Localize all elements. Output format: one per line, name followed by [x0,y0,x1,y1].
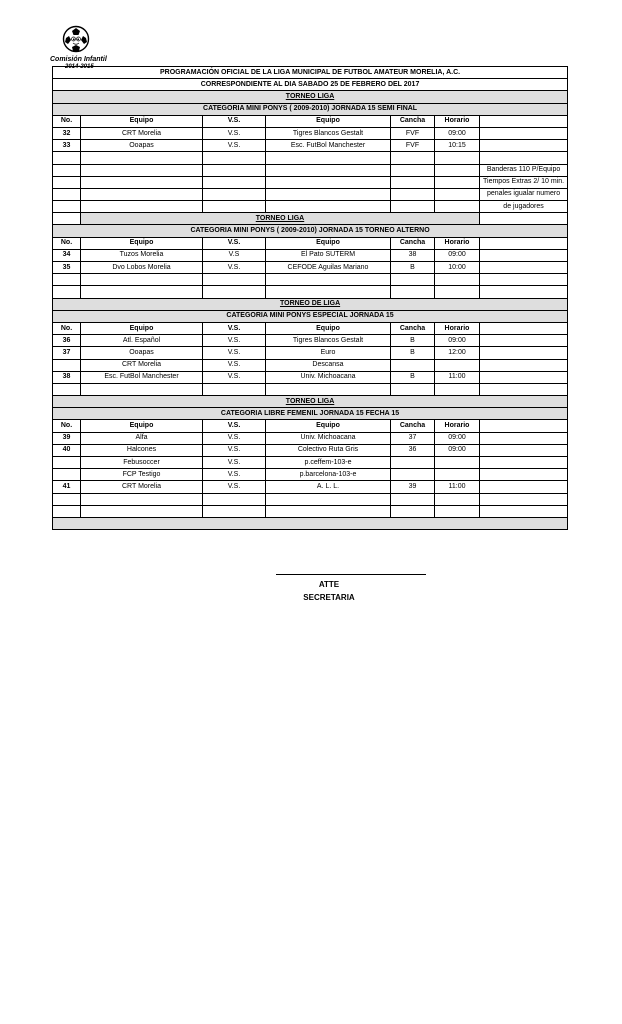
match-number [53,457,81,469]
match-time: 12:00 [435,347,480,359]
match-time: 09:00 [435,127,480,139]
season-label: 2014-2015 [65,64,94,70]
match-row [53,262,568,274]
empty-row [53,201,568,213]
category-row-cell: CATEGORIA MINI PONYS ESPECIAL JORNADA 15 [53,310,568,322]
empty-cell [480,481,568,493]
col-header-cancha: Cancha [391,420,435,432]
field-cancha: 38 [391,249,435,261]
match-time: 09:00 [435,335,480,347]
empty-cell [266,176,391,188]
home-team: CRT Morelia [81,359,203,371]
empty-cell [391,383,435,395]
category-row-cell: CATEGORIA MINI PONYS ( 2009-2010) JORNADA 15 SEMI FINAL [53,103,568,115]
empty-cell [266,383,391,395]
vs-label: V.S. [203,371,266,383]
match-row [53,444,568,456]
match-time: 11:00 [435,481,480,493]
col-header-horario: Horario [435,322,480,334]
torneo-row-cell: TORNEO LIGA [53,396,568,408]
col-header-vs: V.S. [203,420,266,432]
torneo-row [53,213,568,225]
empty-cell [53,188,81,200]
match-number [53,469,81,481]
away-team: p.ceffem-103-e [266,457,391,469]
empty-cell [480,152,568,164]
col-header-cancha: Cancha [391,237,435,249]
col-header-equipo-2: Equipo [266,237,391,249]
vs-label: V.S. [203,481,266,493]
document-title-row-cell: PROGRAMACIÓN OFICIAL DE LA LIGA MUNICIPAL DE FUTBOL AMATEUR MORELIA, A.C. [53,67,568,79]
away-team: Euro [266,347,391,359]
empty-cell [81,164,203,176]
home-team: Alfa [81,432,203,444]
match-time: 09:00 [435,249,480,261]
empty-cell [53,152,81,164]
home-team: CRT Morelia [81,481,203,493]
empty-cell [203,176,266,188]
empty-cell [480,420,568,432]
empty-cell [266,505,391,517]
empty-cell [203,188,266,200]
col-header-cancha: Cancha [391,322,435,334]
document-title-row [53,67,568,79]
match-row [53,371,568,383]
field-cancha [391,457,435,469]
match-number: 32 [53,127,81,139]
empty-cell [266,164,391,176]
empty-cell [203,274,266,286]
category-row [53,310,568,322]
empty-cell [203,383,266,395]
field-cancha: B [391,347,435,359]
field-cancha: B [391,371,435,383]
table-end-row [53,517,568,529]
field-cancha: FVF [391,127,435,139]
empty-cell [53,505,81,517]
col-header-equipo: Equipo [81,322,203,334]
match-time: 10:15 [435,140,480,152]
document-subtitle-row [53,79,568,91]
match-row [53,457,568,469]
away-team: Tigres Blancos Gestalt [266,335,391,347]
match-row [53,249,568,261]
empty-cell [480,335,568,347]
match-number: 38 [53,371,81,383]
empty-cell [53,286,81,298]
match-time: 10:00 [435,262,480,274]
empty-cell [81,274,203,286]
home-team: Atl. Español [81,335,203,347]
column-header-row [53,420,568,432]
match-number: 37 [53,347,81,359]
empty-cell [266,274,391,286]
empty-row [53,286,568,298]
empty-cell [203,286,266,298]
empty-cell [53,274,81,286]
home-team: Tuzos Morelia [81,249,203,261]
col-header-vs: V.S. [203,237,266,249]
note-cell: de jugadores [480,201,568,213]
empty-row [53,152,568,164]
column-header-row [53,237,568,249]
vs-label: V.S [203,249,266,261]
col-header-equipo-2: Equipo [266,115,391,127]
torneo-row-cell: TORNEO LIGA [81,213,480,225]
match-number: 36 [53,335,81,347]
empty-cell [480,383,568,395]
empty-cell [391,201,435,213]
empty-cell [203,493,266,505]
away-team: Univ. Michoacana [266,371,391,383]
soccer-ball-mascot-icon [62,25,90,55]
column-header-row [53,322,568,334]
secretaria-label: SECRETARIA [303,593,355,602]
col-header-equipo-2: Equipo [266,322,391,334]
away-team: A. L. L. [266,481,391,493]
empty-cell [480,505,568,517]
empty-cell [53,176,81,188]
note-cell: Banderas 110 P/Equipo [480,164,568,176]
col-header-no: No. [53,420,81,432]
field-cancha: 39 [391,481,435,493]
empty-cell [435,383,480,395]
empty-row [53,493,568,505]
empty-cell [391,188,435,200]
empty-cell [391,274,435,286]
col-header-no: No. [53,322,81,334]
empty-cell [81,152,203,164]
empty-cell [480,444,568,456]
empty-cell [203,505,266,517]
match-row [53,140,568,152]
category-row [53,103,568,115]
empty-cell [480,140,568,152]
match-row [53,359,568,371]
home-team: Esc. FutBol Manchester [81,371,203,383]
home-team: CRT Morelia [81,127,203,139]
empty-row [53,274,568,286]
empty-cell [391,152,435,164]
signature-line [276,574,426,575]
col-header-horario: Horario [435,237,480,249]
home-team: Ooapas [81,140,203,152]
col-header-horario: Horario [435,115,480,127]
away-team: p.barcelona-103-e [266,469,391,481]
match-time [435,359,480,371]
empty-cell [81,493,203,505]
match-time [435,469,480,481]
field-cancha: FVF [391,140,435,152]
home-team: Dvo Lobos Morelia [81,262,203,274]
atte-label: ATTE [318,580,340,589]
col-header-cancha: Cancha [391,115,435,127]
away-team: CEFODE Aguilas Mariano [266,262,391,274]
empty-cell [435,176,480,188]
empty-cell [266,493,391,505]
empty-row [53,176,568,188]
away-team: El Pato SUTERM [266,249,391,261]
away-team: Colectivo Ruta Gris [266,444,391,456]
field-cancha: B [391,335,435,347]
vs-label: V.S. [203,140,266,152]
empty-cell [480,286,568,298]
empty-cell [266,188,391,200]
away-team: Descansa [266,359,391,371]
category-row-cell: CATEGORIA MINI PONYS ( 2009-2010) JORNADA 15 TORNEO ALTERNO [53,225,568,237]
home-team: Halcones [81,444,203,456]
torneo-row-cell: TORNEO DE LIGA [53,298,568,310]
empty-cell [81,188,203,200]
match-time: 09:00 [435,444,480,456]
empty-row [53,188,568,200]
vs-label: V.S. [203,127,266,139]
document-subtitle-row-cell: CORRESPONDIENTE AL DIA SABADO 25 DE FEBRERO DEL 2017 [53,79,568,91]
away-team: Tigres Blancos Gestalt [266,127,391,139]
org-name: Comisión Infantil [50,56,107,63]
col-header-vs: V.S. [203,115,266,127]
empty-cell [203,152,266,164]
field-cancha: 37 [391,432,435,444]
vs-label: V.S. [203,469,266,481]
empty-cell [53,493,81,505]
col-header-vs: V.S. [203,322,266,334]
note-cell: Tiempos Extras 2/ 10 min. [480,176,568,188]
empty-cell [435,505,480,517]
match-number [53,359,81,371]
match-row [53,432,568,444]
empty-cell [203,201,266,213]
home-team: Febusoccer [81,457,203,469]
torneo-row [53,91,568,103]
empty-cell [480,322,568,334]
category-row-cell: CATEGORIA LIBRE FEMENIL JORNADA 15 FECHA 15 [53,408,568,420]
empty-cell [203,164,266,176]
vs-label: V.S. [203,347,266,359]
category-row [53,408,568,420]
match-row [53,347,568,359]
empty-cell [480,371,568,383]
schedule-table [52,66,568,530]
empty-cell [480,127,568,139]
empty-cell [435,188,480,200]
empty-cell [435,152,480,164]
match-number: 34 [53,249,81,261]
match-number: 33 [53,140,81,152]
column-header-row [53,115,568,127]
match-number: 40 [53,444,81,456]
category-row [53,225,568,237]
empty-cell [480,457,568,469]
match-time: 09:00 [435,432,480,444]
empty-cell [391,505,435,517]
empty-row [53,505,568,517]
home-team: Ooapas [81,347,203,359]
empty-cell [81,201,203,213]
empty-cell [480,213,568,225]
col-header-equipo: Equipo [81,237,203,249]
away-team: Esc. FutBol Manchester [266,140,391,152]
empty-cell [480,469,568,481]
col-header-horario: Horario [435,420,480,432]
schedule-body [53,67,568,530]
empty-cell [480,274,568,286]
empty-cell [266,286,391,298]
vs-label: V.S. [203,457,266,469]
vs-label: V.S. [203,262,266,274]
match-time: 11:00 [435,371,480,383]
empty-cell [266,201,391,213]
empty-cell [266,152,391,164]
field-cancha [391,359,435,371]
empty-cell [81,383,203,395]
empty-cell [480,347,568,359]
field-cancha: B [391,262,435,274]
vs-label: V.S. [203,359,266,371]
empty-cell [81,286,203,298]
match-row [53,335,568,347]
empty-cell [53,383,81,395]
empty-cell [391,164,435,176]
field-cancha: 36 [391,444,435,456]
torneo-row-cell: TORNEO LIGA [53,91,568,103]
empty-cell [480,359,568,371]
match-row [53,469,568,481]
vs-label: V.S. [203,432,266,444]
empty-cell [53,164,81,176]
empty-cell [435,201,480,213]
empty-cell [480,115,568,127]
empty-cell [480,249,568,261]
empty-cell [81,176,203,188]
col-header-equipo: Equipo [81,420,203,432]
note-cell: penales igualar numero [480,188,568,200]
empty-cell [53,201,81,213]
match-number: 35 [53,262,81,274]
empty-cell [435,274,480,286]
torneo-row [53,298,568,310]
empty-cell [53,213,81,225]
empty-cell [435,493,480,505]
away-team: Univ. Michoacana [266,432,391,444]
empty-cell [435,164,480,176]
empty-cell [391,176,435,188]
match-number: 41 [53,481,81,493]
empty-cell [480,237,568,249]
empty-cell [81,505,203,517]
empty-cell [480,493,568,505]
empty-cell [480,432,568,444]
torneo-row [53,396,568,408]
empty-row [53,164,568,176]
match-number: 39 [53,432,81,444]
empty-cell [391,493,435,505]
empty-row [53,383,568,395]
match-row [53,127,568,139]
vs-label: V.S. [203,335,266,347]
col-header-equipo: Equipo [81,115,203,127]
vs-label: V.S. [203,444,266,456]
home-team: FCP Testigo [81,469,203,481]
col-header-no: No. [53,237,81,249]
match-row [53,481,568,493]
field-cancha [391,469,435,481]
col-header-equipo-2: Equipo [266,420,391,432]
empty-cell [391,286,435,298]
match-time [435,457,480,469]
empty-cell [480,262,568,274]
table-end-cell [53,517,568,529]
col-header-no: No. [53,115,81,127]
empty-cell [435,286,480,298]
